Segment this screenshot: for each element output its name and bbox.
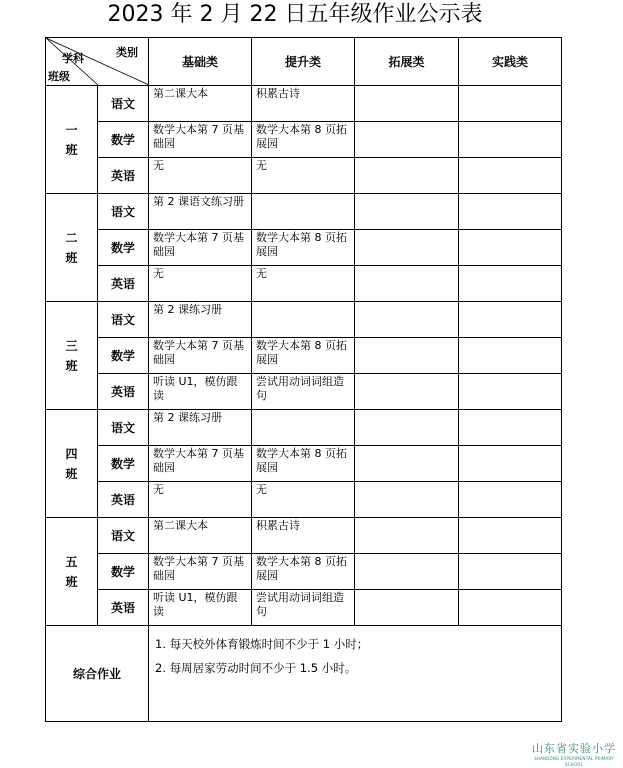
subject-cell: 数学 [98, 446, 149, 482]
column-header-extended: 拓展类 [355, 38, 459, 86]
school-logo [528, 740, 620, 768]
subject-cell: 语文 [98, 86, 149, 122]
advanced-task-cell: 无 [252, 158, 355, 194]
subject-cell: 英语 [98, 158, 149, 194]
basic-task-cell: 听读 U1，模仿跟读 [149, 590, 252, 626]
corner-class-label: 班级 [48, 70, 70, 83]
practice-task-cell [459, 158, 562, 194]
class-name-char: 班 [65, 466, 78, 481]
practice-task-cell [459, 590, 562, 626]
comprehensive-item: 2. 每周居家劳动时间不少于 1.5 小时。 [155, 661, 357, 675]
practice-task-cell [459, 374, 562, 410]
school-logo-english: SHANDONG EXPERIMENTAL PRIMARY SCHOOL [534, 756, 614, 767]
page-title: 2023 年 2 月 22 日五年级作业公示表 [107, 2, 483, 27]
comprehensive-content [149, 626, 562, 722]
column-header-practice: 实践类 [459, 38, 562, 86]
practice-task-cell [459, 338, 562, 374]
practice-task-cell [459, 518, 562, 554]
practice-task-cell [459, 410, 562, 446]
table-row [46, 338, 562, 374]
class-name-char: 二 [65, 230, 78, 245]
class-name-char: 五 [65, 554, 78, 569]
table-row [46, 446, 562, 482]
subject-cell: 数学 [98, 338, 149, 374]
column-header-basic: 基础类 [149, 38, 252, 86]
table-row [46, 86, 562, 122]
table-row [46, 518, 562, 554]
subject-cell: 语文 [98, 302, 149, 338]
basic-task-cell: 第 2 课练习册 [149, 410, 252, 446]
class-name-char: 班 [65, 250, 78, 265]
basic-task-cell: 第 2 课语文练习册 [149, 194, 252, 230]
subject-cell: 语文 [98, 194, 149, 230]
extended-task-cell [355, 374, 459, 410]
school-logo-name: 山东省实验小学 [532, 742, 616, 755]
table-row [46, 302, 562, 338]
comprehensive-item: 1. 每天校外体育锻炼时间不少于 1 小时； [155, 637, 369, 651]
advanced-task-cell [252, 410, 355, 446]
subject-cell: 英语 [98, 266, 149, 302]
comprehensive-row [46, 626, 562, 722]
extended-task-cell [355, 410, 459, 446]
basic-task-cell: 数学大本第 7 页基础园 [149, 338, 252, 374]
extended-task-cell [355, 482, 459, 518]
basic-task-cell: 第二课大本 [149, 518, 252, 554]
table-row [46, 230, 562, 266]
extended-task-cell [355, 230, 459, 266]
table-row [46, 122, 562, 158]
class-name-char: 四 [65, 446, 78, 461]
homework-table [45, 37, 562, 722]
extended-task-cell [355, 86, 459, 122]
corner-subject-label: 学科 [62, 52, 84, 65]
advanced-task-cell: 积累古诗 [252, 518, 355, 554]
class-name-char: 班 [65, 358, 78, 373]
class-name-char: 班 [65, 574, 78, 589]
extended-task-cell [355, 446, 459, 482]
extended-task-cell [355, 194, 459, 230]
header-row [46, 38, 562, 86]
class-name-char: 班 [65, 142, 78, 157]
class-name-cell [46, 194, 98, 302]
table-row [46, 374, 562, 410]
advanced-task-cell [252, 194, 355, 230]
practice-task-cell [459, 230, 562, 266]
practice-task-cell [459, 446, 562, 482]
class-name-char: 三 [65, 338, 78, 353]
corner-cell [46, 38, 149, 86]
subject-cell: 英语 [98, 374, 149, 410]
table-row [46, 590, 562, 626]
extended-task-cell [355, 590, 459, 626]
extended-task-cell [355, 122, 459, 158]
table-row [46, 158, 562, 194]
subject-cell: 英语 [98, 590, 149, 626]
advanced-task-cell: 尝试用动词词组造句 [252, 374, 355, 410]
basic-task-cell: 数学大本第 7 页基础园 [149, 122, 252, 158]
advanced-task-cell: 无 [252, 266, 355, 302]
corner-category-label: 类别 [116, 46, 138, 59]
practice-task-cell [459, 554, 562, 590]
comprehensive-label: 综合作业 [46, 626, 149, 722]
practice-task-cell [459, 482, 562, 518]
extended-task-cell [355, 266, 459, 302]
extended-task-cell [355, 338, 459, 374]
subject-cell: 数学 [98, 230, 149, 266]
basic-task-cell: 无 [149, 158, 252, 194]
subject-cell: 英语 [98, 482, 149, 518]
practice-task-cell [459, 194, 562, 230]
extended-task-cell [355, 302, 459, 338]
table-row [46, 410, 562, 446]
class-name-cell [46, 302, 98, 410]
practice-task-cell [459, 86, 562, 122]
class-name-cell [46, 518, 98, 626]
class-name-char: 一 [65, 122, 78, 137]
table-row [46, 482, 562, 518]
table-row [46, 554, 562, 590]
subject-cell: 语文 [98, 410, 149, 446]
column-header-advanced: 提升类 [252, 38, 355, 86]
extended-task-cell [355, 554, 459, 590]
subject-cell: 数学 [98, 122, 149, 158]
practice-task-cell [459, 122, 562, 158]
advanced-task-cell: 数学大本第 8 页拓展园 [252, 554, 355, 590]
advanced-task-cell: 数学大本第 8 页拓展园 [252, 230, 355, 266]
class-name-cell [46, 86, 98, 194]
advanced-task-cell: 数学大本第 8 页拓展园 [252, 122, 355, 158]
basic-task-cell: 听读 U1，模仿跟读 [149, 374, 252, 410]
basic-task-cell: 第 2 课练习册 [149, 302, 252, 338]
advanced-task-cell: 尝试用动词词组造句 [252, 590, 355, 626]
basic-task-cell: 数学大本第 7 页基础园 [149, 446, 252, 482]
advanced-task-cell: 数学大本第 8 页拓展园 [252, 338, 355, 374]
extended-task-cell [355, 518, 459, 554]
class-name-cell [46, 410, 98, 518]
basic-task-cell: 无 [149, 482, 252, 518]
advanced-task-cell [252, 302, 355, 338]
table-row [46, 194, 562, 230]
practice-task-cell [459, 302, 562, 338]
advanced-task-cell: 积累古诗 [252, 86, 355, 122]
subject-cell: 数学 [98, 554, 149, 590]
table-row [46, 266, 562, 302]
practice-task-cell [459, 266, 562, 302]
basic-task-cell: 数学大本第 7 页基础园 [149, 230, 252, 266]
basic-task-cell: 无 [149, 266, 252, 302]
advanced-task-cell: 无 [252, 482, 355, 518]
basic-task-cell: 第二课大本 [149, 86, 252, 122]
advanced-task-cell: 数学大本第 8 页拓展园 [252, 446, 355, 482]
subject-cell: 语文 [98, 518, 149, 554]
basic-task-cell: 数学大本第 7 页基础园 [149, 554, 252, 590]
extended-task-cell [355, 158, 459, 194]
